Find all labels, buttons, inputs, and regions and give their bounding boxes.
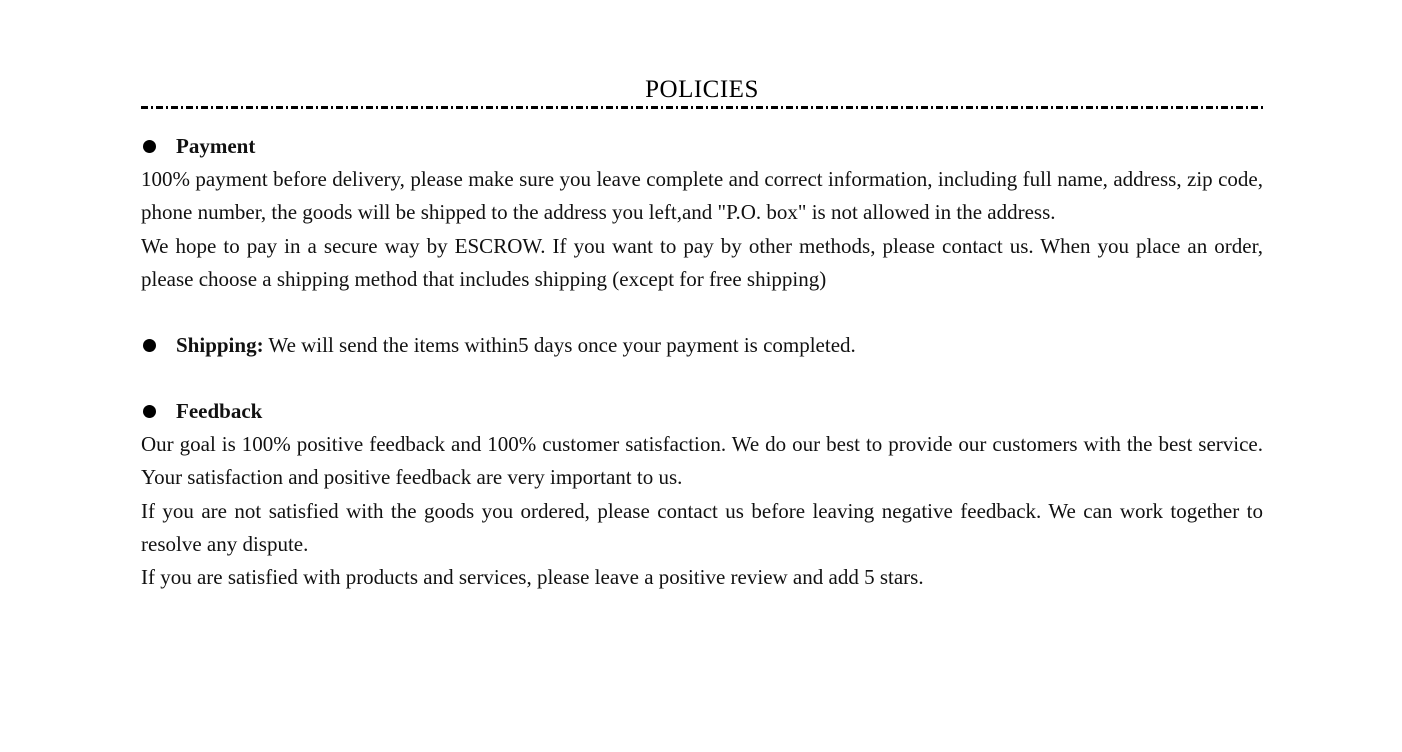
shipping-heading [141,329,1263,362]
feedback-paragraph-1: Our goal is 100% positive feedback and 100% customer satisfaction. We do our best to provide our customers with the best service. Your satisfaction and positive feedback are very important to us. [141,432,1263,490]
feedback-paragraph-3: If you are satisfied with products and services, please leave a positive review and add 5 stars. [141,565,924,590]
shipping-text: We will send the items within5 days once your payment is completed. [263,333,856,358]
dashed-divider [141,106,1263,109]
payment-heading [141,130,1263,163]
payment-heading-label: Payment [176,134,256,158]
payment-paragraph-1: 100% payment before delivery, please make sure you leave complete and correct information, including full name, address, zip code, phone number, the goods will be shipped to the address you left,and "P.O. box" is not allowed in the address. [141,167,1263,225]
policies-document [141,72,1263,595]
bullet-icon [143,339,156,352]
payment-paragraph-2: We hope to pay in a secure way by ESCROW. If you want to pay by other methods, please contact us. When you place an order, please choose a shipping method that includes shipping (except for free shipping) [141,233,1263,291]
shipping-section [141,329,1263,362]
feedback-paragraph-2: If you are not satisfied with the goods you ordered, please contact us before leaving negative feedback. We can work together to resolve any dispute. [141,498,1263,557]
feedback-heading-label: Feedback [176,399,263,424]
feedback-heading [141,395,1263,428]
title-block [141,72,1263,110]
spacer [141,362,1263,395]
payment-section [141,130,1263,296]
spacer [141,296,1263,329]
bullet-icon [143,140,156,153]
shipping-heading-label: Shipping: [176,333,264,358]
page-title: POLICIES [645,76,759,103]
feedback-section [141,395,1263,594]
bullet-icon [143,405,156,418]
